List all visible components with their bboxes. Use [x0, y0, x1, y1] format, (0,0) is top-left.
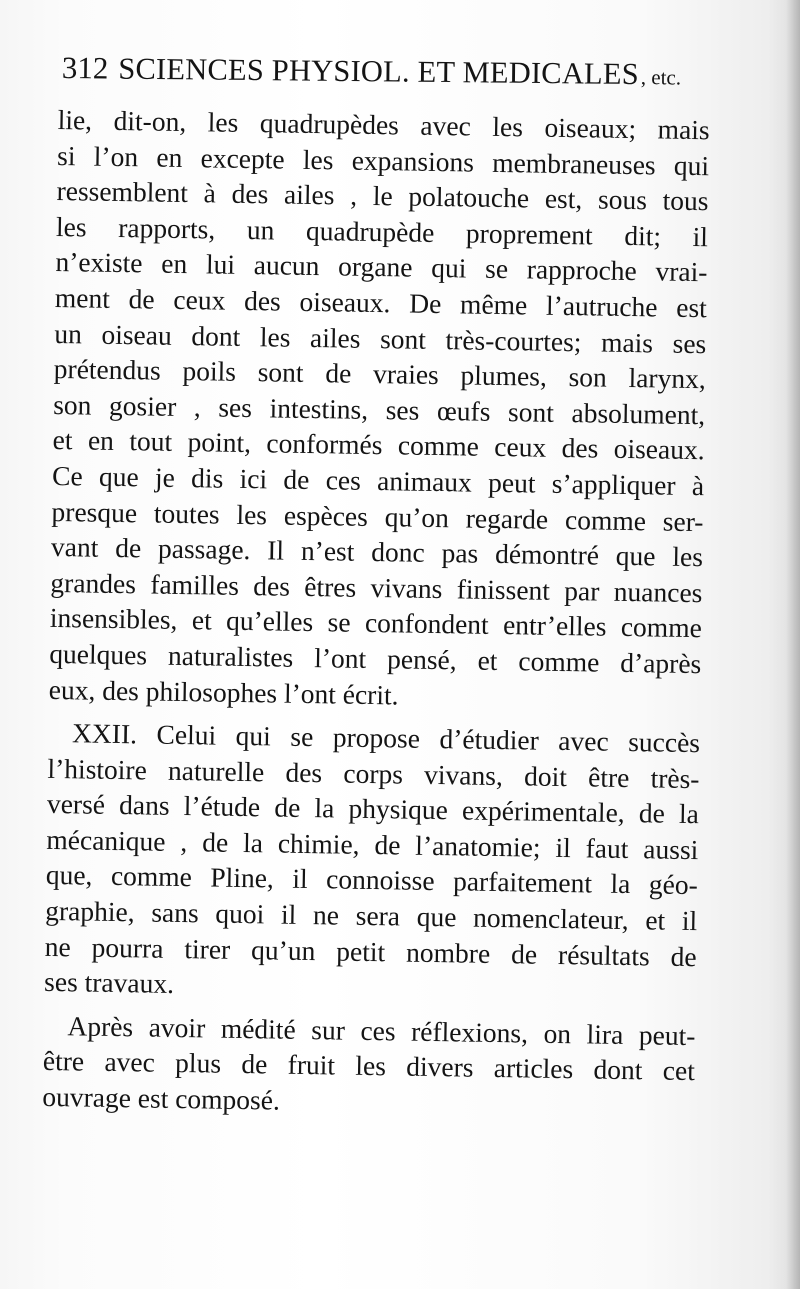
text-line: si l’on en excepte les expansions membraneuses qui [56, 139, 710, 181]
text-line: graphie, sans quoi il ne sera que nomenclateur, et il [45, 894, 698, 937]
text-line: être avec plus de fruit les divers articles dont cet [42, 1045, 696, 1087]
text-line: ne pourra tirer qu’un petit nombre de résultats de [44, 930, 697, 972]
paragraph-section-xxii [44, 715, 700, 1010]
running-title-suffix: , etc. [640, 65, 682, 90]
text-line: vant de passage. Il n’est donc pas démontré que les [50, 531, 704, 573]
text-line: prétendus poils sont de vraies plumes, son larynx, [53, 353, 706, 395]
text-line: eux, des philosophes l’ont écrit. [48, 673, 399, 710]
text-line: ses travaux. [43, 966, 175, 1000]
text-line: grandes familles des êtres vivans finissent par nuances [50, 566, 703, 608]
text-line: Après avoir médité sur ces réflexions, on lira peut- [67, 1010, 696, 1051]
text-line: presque toutes les espèces qu’on regarde comme ser- [51, 495, 704, 537]
text-line: Ce que je dis ici de ces animaux peut s’appliquer à [51, 459, 705, 502]
page-number: 312 [61, 50, 109, 86]
text-line: insensibles, et qu’elles se confondent entr’elles comme [49, 602, 703, 644]
text-line: l’histoire naturelle des corps vivans, doit être très- [47, 752, 700, 794]
text-line: versé dans l’étude de la physique expérimentale, de la [46, 788, 700, 830]
running-head [61, 50, 721, 107]
text-line: n’existe en lui aucun organe qui se rapproche vrai- [55, 246, 708, 288]
text-line: son gosier , ses intestins, ses œufs sont absolument, [53, 388, 706, 430]
text-line: ressemblent à des ailes , le polatouche est, sous tous [56, 175, 709, 217]
text-line: mécanique , de la chimie, de l’anatomie; il faut aussi [46, 823, 699, 866]
text-line: ouvrage est composé. [42, 1080, 281, 1116]
text-line: ment de ceux des oiseaux. De même l’autruche est [54, 281, 708, 324]
text-line: les rapports, un quadrupède proprement dit; il [55, 210, 709, 253]
text-line: lie, dit-on, les quadrupèdes avec les oiseaux; mais [57, 103, 710, 146]
text-line: un oiseau dont les ailes sont très-courtes; mais ses [54, 317, 707, 359]
text-line: XXII. Celui qui se propose d’étudier avec succès [71, 717, 701, 759]
text-line: que, comme Pline, il connoisse parfaitement la géo- [45, 859, 699, 901]
text-line: quelques naturalistes l’ont pensé, et comme d’après [49, 637, 702, 680]
running-title: SCIENCES PHYSIOL. ET MEDICALES [118, 51, 640, 92]
paragraph-closing [42, 1008, 696, 1125]
text-line: et en tout point, conformés comme ceux des oiseaux. [52, 424, 705, 466]
body-text [42, 102, 710, 1125]
paragraph-continued [48, 102, 709, 717]
